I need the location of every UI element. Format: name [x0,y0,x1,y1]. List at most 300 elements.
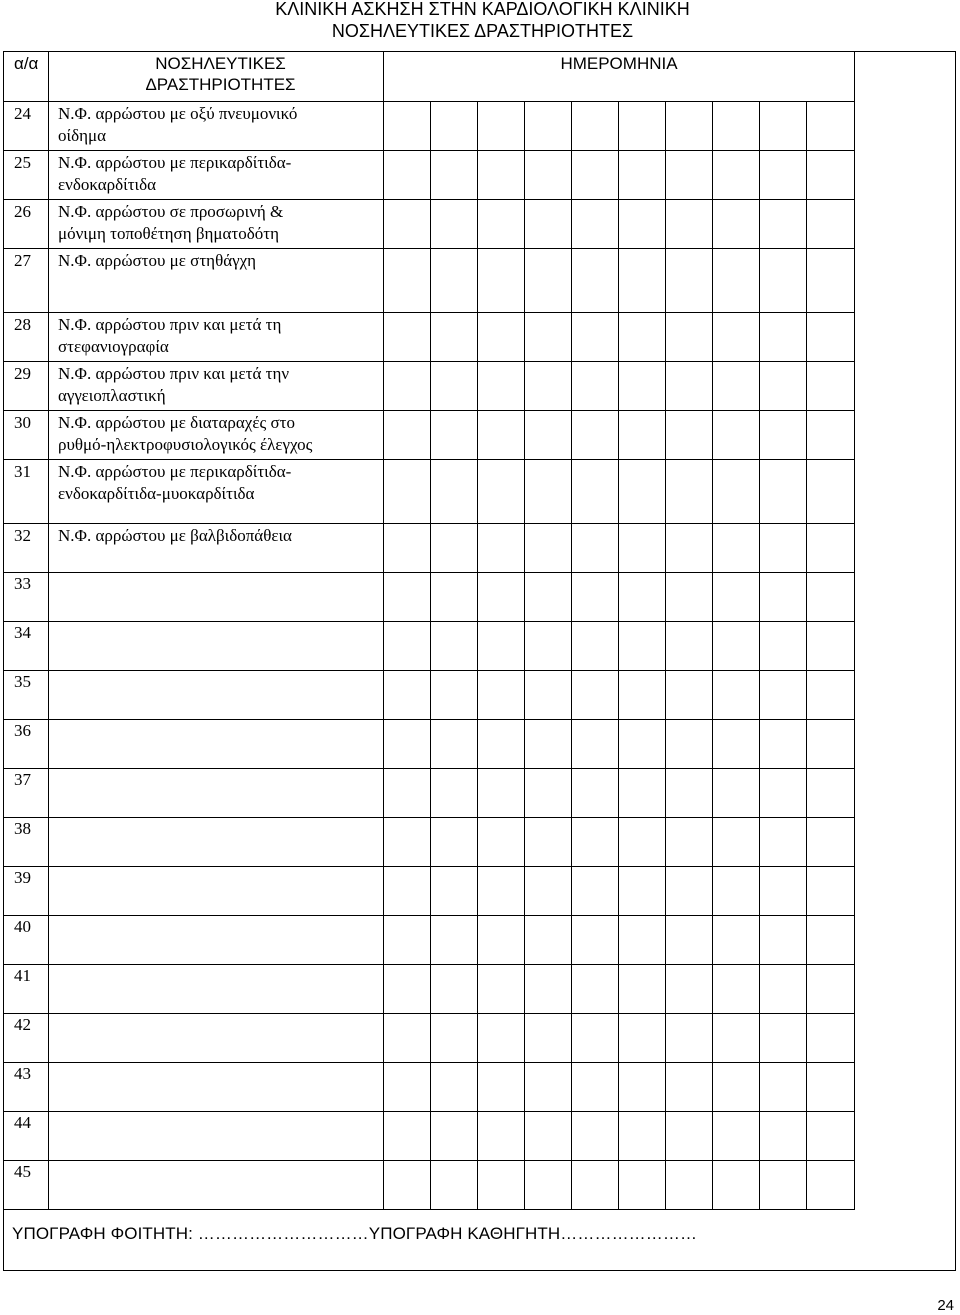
date-cell[interactable] [666,151,713,200]
date-cell[interactable] [431,916,478,965]
date-cell[interactable] [619,916,666,965]
date-cell[interactable] [666,362,713,411]
date-cell[interactable] [478,460,525,524]
row-activity [49,313,384,362]
date-cell[interactable] [666,573,713,622]
date-cell[interactable] [431,965,478,1014]
table-row [4,200,855,249]
date-cell[interactable] [619,573,666,622]
signature-line: ΥΠΟΓΡΑΦΗ ΦΟΙΤΗΤΗ: …………………………ΥΠΟΓΡΑΦΗ ΚΑΘΗΓΗΤΗ…………………… [12,1224,698,1243]
row-activity [49,411,384,460]
date-cell[interactable] [619,818,666,867]
row-activity-line1: Ν.Φ. αρρώστου πριν και μετά την [58,364,290,383]
date-cell[interactable] [478,867,525,916]
date-cell[interactable] [384,867,431,916]
date-cell[interactable] [666,622,713,671]
row-activity [49,460,384,524]
date-cell[interactable] [525,102,572,151]
date-cell[interactable] [760,965,807,1014]
date-cell[interactable] [619,524,666,573]
date-cell[interactable] [525,200,572,249]
table-row [4,524,855,573]
date-cell[interactable] [619,671,666,720]
date-cell[interactable] [431,720,478,769]
date-cell[interactable] [478,1161,525,1210]
date-cell[interactable] [478,1014,525,1063]
date-cell[interactable] [619,411,666,460]
table-row [4,720,855,769]
date-cell[interactable] [807,965,855,1014]
date-cell[interactable] [666,1112,713,1161]
date-cell[interactable] [619,151,666,200]
row-activity-line1: Ν.Φ. αρρώστου πριν και μετά τη [58,315,282,334]
date-cell[interactable] [572,965,619,1014]
date-cell[interactable] [807,818,855,867]
table-row [4,622,855,671]
activities-table [3,51,855,1210]
date-cell[interactable] [478,720,525,769]
date-cell[interactable] [572,102,619,151]
date-cell[interactable] [713,867,760,916]
date-cell[interactable] [713,102,760,151]
date-cell[interactable] [666,965,713,1014]
date-cell[interactable] [760,916,807,965]
row-number: 28 [4,313,49,362]
date-cell[interactable] [760,867,807,916]
date-cell[interactable] [713,1014,760,1063]
table-row [4,573,855,622]
date-cell[interactable] [760,818,807,867]
row-activity-empty[interactable] [49,1063,384,1112]
date-cell[interactable] [525,1161,572,1210]
title-line-2: ΝΟΣΗΛΕΥΤΙΚΕΣ ΔΡΑΣΤΗΡΙΟΤΗΤΕΣ [331,21,634,41]
date-cell[interactable] [478,151,525,200]
date-cell[interactable] [572,524,619,573]
date-cell[interactable] [384,249,431,313]
date-cell[interactable] [666,769,713,818]
date-cell[interactable] [713,1063,760,1112]
date-cell[interactable] [384,622,431,671]
date-cell[interactable] [713,622,760,671]
date-cell[interactable] [760,1063,807,1112]
date-cell[interactable] [666,460,713,524]
row-activity-line2: στεφανιογραφία [58,337,169,356]
date-cell[interactable] [525,249,572,313]
date-cell[interactable] [666,671,713,720]
date-cell[interactable] [572,573,619,622]
column-header-activities [49,52,384,102]
date-cell[interactable] [619,200,666,249]
date-cell[interactable] [384,411,431,460]
date-cell[interactable] [572,200,619,249]
date-cell[interactable] [760,1112,807,1161]
date-cell[interactable] [384,965,431,1014]
row-number: 37 [4,769,49,818]
date-cell[interactable] [431,1161,478,1210]
date-cell[interactable] [807,720,855,769]
row-activity-empty[interactable] [49,916,384,965]
date-cell[interactable] [525,573,572,622]
table-row [4,867,855,916]
date-cell[interactable] [431,313,478,362]
date-cell[interactable] [807,102,855,151]
date-cell[interactable] [478,1112,525,1161]
date-cell[interactable] [384,362,431,411]
date-cell[interactable] [807,1063,855,1112]
row-number: 33 [4,573,49,622]
date-cell[interactable] [760,573,807,622]
date-cell[interactable] [572,1063,619,1112]
date-cell[interactable] [619,965,666,1014]
row-activity-empty[interactable] [49,1014,384,1063]
date-cell[interactable] [713,818,760,867]
date-cell[interactable] [431,151,478,200]
date-cell[interactable] [807,867,855,916]
date-cell[interactable] [525,818,572,867]
date-cell[interactable] [525,524,572,573]
date-cell[interactable] [760,313,807,362]
date-cell[interactable] [478,818,525,867]
row-activity-line1: Ν.Φ. αρρώστου με περικαρδίτιδα- [58,153,292,172]
date-cell[interactable] [572,1112,619,1161]
row-number: 24 [4,102,49,151]
date-cell[interactable] [760,1161,807,1210]
date-cell[interactable] [384,671,431,720]
date-cell[interactable] [384,151,431,200]
row-activity-line2: αγγειοπλαστική [58,386,166,405]
table-row [4,460,855,524]
table-row [4,818,855,867]
date-cell[interactable] [572,249,619,313]
date-cell[interactable] [666,818,713,867]
date-cell[interactable] [713,916,760,965]
date-cell[interactable] [713,524,760,573]
date-cell[interactable] [619,622,666,671]
date-cell[interactable] [807,1112,855,1161]
date-cell[interactable] [431,362,478,411]
date-cell[interactable] [807,460,855,524]
date-cell[interactable] [572,622,619,671]
date-cell[interactable] [525,313,572,362]
table-row [4,151,855,200]
date-cell[interactable] [431,411,478,460]
date-cell[interactable] [807,249,855,313]
date-cell[interactable] [619,1161,666,1210]
row-activity-line2: οίδημα [58,126,106,145]
date-cell[interactable] [525,1014,572,1063]
date-cell[interactable] [619,313,666,362]
date-cell[interactable] [807,200,855,249]
date-cell[interactable] [666,916,713,965]
date-cell[interactable] [384,720,431,769]
table-row [4,1063,855,1112]
date-cell[interactable] [478,1063,525,1112]
date-cell[interactable] [431,622,478,671]
row-activity [49,102,384,151]
date-cell[interactable] [478,411,525,460]
date-cell[interactable] [525,1063,572,1112]
row-activity-empty[interactable] [49,818,384,867]
date-cell[interactable] [619,460,666,524]
date-cell[interactable] [431,524,478,573]
date-cell[interactable] [760,249,807,313]
date-cell[interactable] [525,622,572,671]
date-cell[interactable] [572,769,619,818]
date-cell[interactable] [760,411,807,460]
row-activity-empty[interactable] [49,720,384,769]
date-cell[interactable] [384,916,431,965]
document-title [200,0,765,42]
date-cell[interactable] [760,524,807,573]
table-row [4,362,855,411]
page-number: 24 [937,1297,954,1314]
date-cell[interactable] [525,867,572,916]
row-number: 41 [4,965,49,1014]
date-cell[interactable] [760,720,807,769]
row-number: 31 [4,460,49,524]
date-cell[interactable] [431,460,478,524]
date-cell[interactable] [384,769,431,818]
date-cell[interactable] [572,1014,619,1063]
date-cell[interactable] [572,1161,619,1210]
row-number: 44 [4,1112,49,1161]
date-cell[interactable] [619,1063,666,1112]
date-cell[interactable] [713,671,760,720]
date-cell[interactable] [478,200,525,249]
date-cell[interactable] [713,411,760,460]
table-row [4,769,855,818]
row-activity-line1: Ν.Φ. αρρώστου με βαλβιδοπάθεια [58,526,292,545]
date-cell[interactable] [572,460,619,524]
date-cell[interactable] [572,151,619,200]
row-activity-line1: Ν.Φ. αρρώστου με περικαρδίτιδα- [58,462,292,481]
date-cell[interactable] [760,460,807,524]
date-cell[interactable] [760,1014,807,1063]
date-cell[interactable] [807,362,855,411]
date-cell[interactable] [478,769,525,818]
row-number: 36 [4,720,49,769]
row-activity-line1: Ν.Φ. αρρώστου σε προσωρινή & [58,202,284,221]
row-activity [49,524,384,573]
date-cell[interactable] [384,1014,431,1063]
row-number: 30 [4,411,49,460]
date-cell[interactable] [572,916,619,965]
row-number: 32 [4,524,49,573]
date-cell[interactable] [431,249,478,313]
date-cell[interactable] [666,1014,713,1063]
table-row [4,916,855,965]
date-cell[interactable] [807,1014,855,1063]
row-number: 43 [4,1063,49,1112]
date-cell[interactable] [431,867,478,916]
date-cell[interactable] [478,671,525,720]
date-cell[interactable] [713,965,760,1014]
date-cell[interactable] [713,460,760,524]
date-cell[interactable] [384,573,431,622]
table-row [4,249,855,313]
table-row [4,1112,855,1161]
date-cell[interactable] [760,622,807,671]
date-cell[interactable] [619,867,666,916]
table-row [4,102,855,151]
date-cell[interactable] [760,200,807,249]
row-activity-line2: ενδοκαρδίτιδα-μυοκαρδίτιδα [58,484,255,503]
row-activity-empty[interactable] [49,622,384,671]
date-cell[interactable] [713,1112,760,1161]
date-cell[interactable] [619,362,666,411]
date-cell[interactable] [431,769,478,818]
date-cell[interactable] [713,362,760,411]
date-cell[interactable] [807,671,855,720]
row-number: 34 [4,622,49,671]
date-cell[interactable] [807,313,855,362]
date-cell[interactable] [619,720,666,769]
date-cell[interactable] [572,867,619,916]
row-number: 25 [4,151,49,200]
date-cell[interactable] [525,769,572,818]
date-cell[interactable] [760,102,807,151]
table-row [4,313,855,362]
date-cell[interactable] [384,200,431,249]
date-cell[interactable] [384,1112,431,1161]
date-cell[interactable] [619,769,666,818]
date-cell[interactable] [713,313,760,362]
date-cell[interactable] [807,622,855,671]
date-cell[interactable] [666,524,713,573]
date-cell[interactable] [525,671,572,720]
row-number: 39 [4,867,49,916]
table-row [4,965,855,1014]
date-cell[interactable] [431,1014,478,1063]
row-number: 42 [4,1014,49,1063]
row-number: 29 [4,362,49,411]
row-activity-empty[interactable] [49,1161,384,1210]
date-cell[interactable] [384,313,431,362]
date-cell[interactable] [525,965,572,1014]
date-cell[interactable] [807,573,855,622]
title-line-1: ΚΛΙΝΙΚΗ ΑΣΚΗΣΗ ΣΤΗΝ ΚΑΡΔΙΟΛΟΓΙΚΗ ΚΛΙΝΙΚΗ [275,0,690,19]
date-cell[interactable] [431,200,478,249]
date-cell[interactable] [760,151,807,200]
date-cell[interactable] [572,313,619,362]
date-cell[interactable] [666,1063,713,1112]
date-cell[interactable] [431,671,478,720]
date-cell[interactable] [478,362,525,411]
date-cell[interactable] [619,102,666,151]
row-activity [49,362,384,411]
table-row [4,1161,855,1210]
row-activity-empty[interactable] [49,769,384,818]
date-cell[interactable] [572,362,619,411]
date-cell[interactable] [760,769,807,818]
row-activity-line2: ρυθμό-ηλεκτροφυσιολογικός έλεγχος [58,435,313,454]
date-cell[interactable] [525,720,572,769]
date-cell[interactable] [619,1112,666,1161]
date-cell[interactable] [760,671,807,720]
date-cell[interactable] [478,102,525,151]
date-cell[interactable] [572,818,619,867]
date-cell[interactable] [619,249,666,313]
date-cell[interactable] [619,1014,666,1063]
date-cell[interactable] [666,102,713,151]
date-cell[interactable] [666,720,713,769]
date-cell[interactable] [384,102,431,151]
date-cell[interactable] [807,916,855,965]
column-header-activities-line2: ΔΡΑΣΤΗΡΙΟΤΗΤΕΣ [145,75,296,94]
date-cell[interactable] [525,411,572,460]
date-cell[interactable] [478,916,525,965]
date-cell[interactable] [478,524,525,573]
date-cell[interactable] [713,151,760,200]
column-header-number: α/α [4,52,49,102]
date-cell[interactable] [384,1063,431,1112]
row-activity-empty[interactable] [49,573,384,622]
date-cell[interactable] [760,362,807,411]
date-cell[interactable] [478,249,525,313]
date-cell[interactable] [431,573,478,622]
date-cell[interactable] [807,1161,855,1210]
row-activity-empty[interactable] [49,671,384,720]
date-cell[interactable] [384,460,431,524]
date-cell[interactable] [478,965,525,1014]
date-cell[interactable] [525,460,572,524]
date-cell[interactable] [572,671,619,720]
date-cell[interactable] [807,769,855,818]
date-cell[interactable] [713,720,760,769]
row-activity [49,249,384,313]
row-activity-line1: Ν.Φ. αρρώστου με οξύ πνευμονικό [58,104,298,123]
date-cell[interactable] [525,151,572,200]
row-activity-empty[interactable] [49,965,384,1014]
date-cell[interactable] [525,362,572,411]
date-cell[interactable] [666,867,713,916]
date-cell[interactable] [525,1112,572,1161]
date-cell[interactable] [572,720,619,769]
date-cell[interactable] [525,916,572,965]
date-cell[interactable] [713,249,760,313]
date-cell[interactable] [666,249,713,313]
row-activity-empty[interactable] [49,1112,384,1161]
date-cell[interactable] [572,411,619,460]
date-cell[interactable] [478,573,525,622]
date-cell[interactable] [807,411,855,460]
date-cell[interactable] [713,1161,760,1210]
date-cell[interactable] [478,313,525,362]
date-cell[interactable] [431,1063,478,1112]
table-row [4,671,855,720]
date-cell[interactable] [666,200,713,249]
date-cell[interactable] [431,1112,478,1161]
row-activity [49,200,384,249]
row-activity [49,151,384,200]
date-cell[interactable] [384,1161,431,1210]
date-cell[interactable] [666,1161,713,1210]
date-cell[interactable] [713,200,760,249]
date-cell[interactable] [478,622,525,671]
date-cell[interactable] [807,151,855,200]
column-header-date: ΗΜΕΡΟΜΗΝΙΑ [384,52,855,102]
date-cell[interactable] [666,411,713,460]
row-activity-empty[interactable] [49,867,384,916]
date-cell[interactable] [431,102,478,151]
date-cell[interactable] [431,818,478,867]
date-cell[interactable] [384,524,431,573]
date-cell[interactable] [713,769,760,818]
date-cell[interactable] [713,573,760,622]
date-cell[interactable] [666,313,713,362]
date-cell[interactable] [807,524,855,573]
date-cell[interactable] [384,818,431,867]
